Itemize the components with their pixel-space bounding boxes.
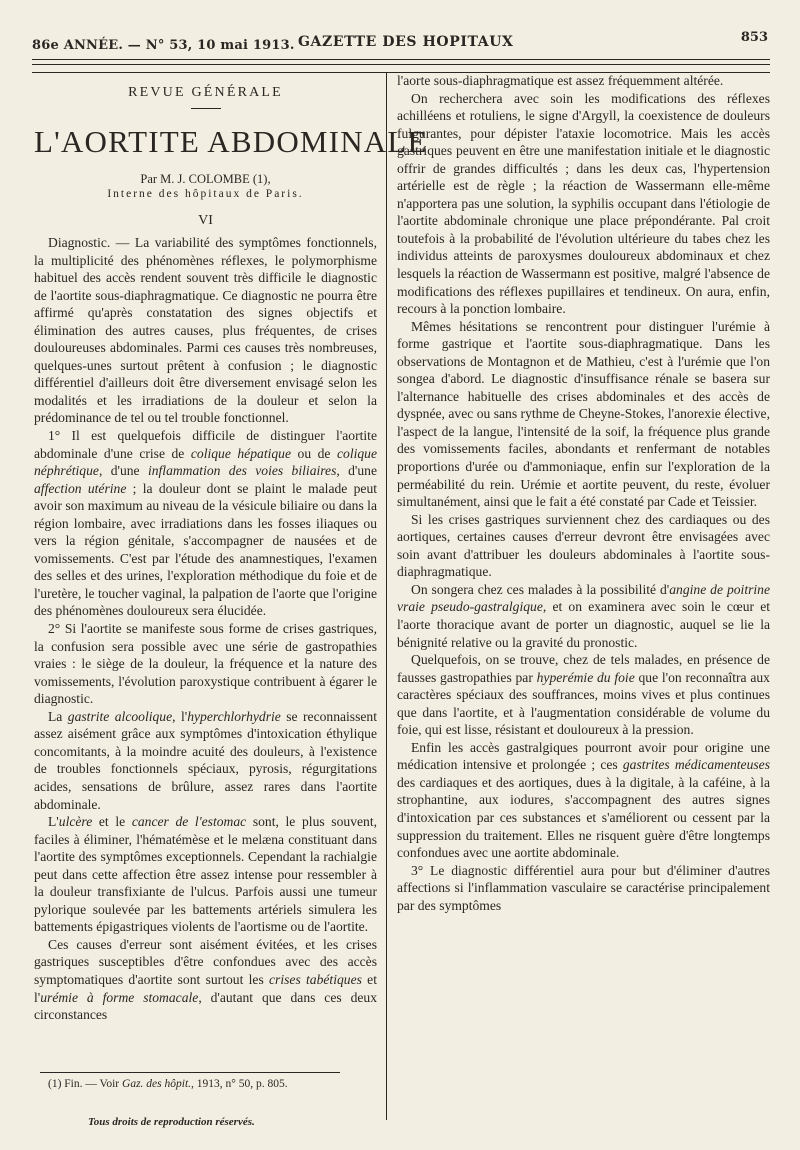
section-label: REVUE GÉNÉRALE: [128, 85, 283, 100]
paragraph: Ces causes d'erreur sont aisément évitées, et les crises gastriques susceptibles d'être confondues avec des accès symptomatiques d'aortite sont surtout les crises tabétiques et l'urémie à forme stomacale, d'autant que dans ces deux circonstances: [34, 936, 377, 1023]
issue-info: 86e ANNÉE. — N° 53, 10 mai 1913.: [32, 38, 295, 53]
paragraph: 1° Il est quelquefois difficile de distinguer l'aortite abdominale d'une crise de colique hépatique ou de colique néphrétique, d'une inflammation des voies biliaires, d'une affection utérine ; la douleur dont se plaint le malade peut avoir son maximum au niveau de la vésicule biliaire ou dans la région lombaire, avec irradiations dans les fosses iliaques ou vers la région génitale, s'accompagner de nausées et de vomissements. C'est par l'étude des anamnestiques, l'examen des selles et des urines, l'exploration méthodique du foie et de l'uretère, le toucher vaginal, la palpation de l'aorte que l'origine des phénomènes douloureux sera élucidée.: [34, 428, 378, 619]
paragraph: Diagnostic. — La variabilité des symptômes fonctionnels, la multiplicité des phénomènes réflexes, le polymorphisme habituel des accès rendent souvent très difficile le diagnostic de l'aortite sous-diaphragmatique. Ce diagnostic ne pourra être affirmé qu'après constatation des signes objectifs et élimination des autres causes, plus fréquentes, de crises douloureuses abdominales. Parmi ces causes très nombreuses, quelques-unes surtout prêtent à confusion ; le diagnostic différentiel d'ailleurs doit être diversement envisagé selon les modalités et les irradiations de la douleur et selon la prédominance de tel ou tel trouble fonctionnel.: [34, 235, 377, 426]
author-byline: Par M. J. COLOMBE (1),: [140, 172, 271, 186]
author-affiliation: Interne des hôpitaux de Paris.: [107, 188, 304, 200]
paragraph: La gastrite alcoolique, l'hyperchlorhydrie se reconnaissent assez aisément grâce aux symptômes d'intoxication éthylique concomitants, à la moindre acuité des douleurs, à l'existence de troubles fonctionnels spéciaux, pyrosis, régurgitations acides, sensations de brûlure, assez rares dans l'aortite abdominale.: [34, 708, 377, 812]
paragraph: Si les crises gastriques surviennent chez des cardiaques ou des aortiques, certaines causes d'erreur devront être envisagées avec soin avant d'attribuer les douleurs abdominales à l'aortite sous-diaphragmatique.: [397, 511, 770, 580]
header-rule-thick: [32, 59, 770, 60]
paragraph: Enfin les accès gastralgiques pourront avoir pour origine une médication intensive et prolongée ; ces gastrites médicamenteuses des cardiaques et des aortiques, dues à la digitale, à la caféine, à la strophantine, aux iodures, s'accompagnent des autres signes d'intoxication par ces substances et s'améliorent ou cessent par la suppression du traitement. Elles ne risquent guère d'être longtemps confondues avec une aortite abdominale.: [397, 739, 770, 861]
article-title: L'AORTITE ABDOMINALE: [34, 124, 428, 159]
paragraph: On recherchera avec soin les modifications des réflexes achilléens et rotuliens, le signe d'Argyll, la coexistence de douleurs fulgurantes, pour dépister l'ataxie locomotrice. Mais les accès gastriques peuvent en être une manifestation initiale et le diagnostic offrir de grandes difficultés ; dans les deux cas, l'hypertension artérielle est de règle ; la réaction de Wassermann elle-même n'apportera pas une solution, la syphilis occupant dans l'étiologie de l'aortite abdominale chronique une place prépondérante. Pal croit toutefois à la probabilité de l'évolution ultérieure du tabes chez les individus atteints de paroxysmes douloureux abdominaux et chez lesquels la réaction de Wassermann est positive, malgré l'absence de modifications des réflexes pupillaires et tendineux. On aura, enfin, recours à la ponction lombaire.: [397, 90, 770, 317]
page-number: 853: [740, 30, 768, 45]
footnote: (1) Fin. — Voir Gaz. des hôpit., 1913, n° 50, p. 805.: [48, 1078, 288, 1090]
page-header: [32, 30, 770, 56]
paragraph: Quelquefois, on se trouve, chez de tels malades, en présence de fausses gastropathies par hyperémie du foie que l'on reconnaîtra aux caractères spéciaux des souffrances, moins vives et plus continues que dans l'aortite, et à l'augmentation considérable de volume du foie, qui est lisse, résistant et douloureux à la pression.: [397, 652, 770, 738]
paragraph: L'ulcère et le cancer de l'estomac sont, le plus souvent, faciles à éliminer, l'hématémèse et le melæna constituant dans l'aortite des symptômes exceptionnels. Cependant la rachialgie peut dans cette affection être assez intense pour ressembler à la douleur transfixiante de l'ulcus. Parfois aussi une tumeur pylorique soulevée par les battements artériels simulera les battements épigastriques violents de l'aortisme ou de l'aortite.: [34, 814, 377, 935]
paragraph: On songera chez ces malades à la possibilité d'angine de poitrine vraie pseudo-gastralgique, et on examinera avec soin le cœur et l'aorte thoracique avant de porter un diagnostic, auquel se lie la bénignité relative ou la gravité du pronostic.: [397, 581, 771, 650]
paragraph-lead: Diagnostic.: [48, 235, 111, 250]
paragraph: 3° Le diagnostic différentiel aura pour but d'éliminer d'autres affections si l'inflammation vasculaire se caractérise principalement par des symptômes: [397, 862, 770, 913]
paragraph: l'aorte sous-diaphragmatique est assez fréquemment altérée.: [397, 73, 724, 88]
footnote-rule: [40, 1072, 340, 1073]
paragraph: 2° Si l'aortite se manifeste sous forme de crises gastriques, la confusion sera possible avec une série de gastropathies vraies : le siège de la douleur, la fréquence et la nature des vomissements, l'évolution paroxystique contribuent à égarer le diagnostic.: [34, 621, 377, 707]
section-divider: [191, 108, 221, 109]
paragraph: Mêmes hésitations se rencontrent pour distinguer l'urémie à forme gastrique et l'aortite sous-diaphragmatique. Dans les observations de Montagnon et de Mathieu, c'est à l'urémie que l'on songea d'abord. Le diagnostic d'insuffisance rénale se basera sur l'alternance habituelle des crises abdominales et des accès de dyspnée, avec ou sans rythme de Cheyne-Stokes, l'anorexie élective, l'aspect de la langue, l'intensité de la soif, la fréquence plus grande des vomissements faciles, abondants et renfermant de notables proportions d'urée ou d'ammoniaque, enfin sur l'exploration de la perméabilité du rein. Urémie et aortite peuvent, du reste, évoluer simultanément, ainsi que le fait a été constaté par Cade et Teissier.: [397, 318, 770, 510]
journal-name: GAZETTE DES HOPITAUX: [298, 34, 514, 50]
right-column: [397, 72, 770, 914]
left-column: [34, 72, 428, 1024]
column-divider: [386, 72, 387, 1120]
header-rule-thin: [32, 64, 770, 65]
part-number: VI: [198, 213, 213, 228]
rights-notice: Tous droits de reproduction réservés.: [88, 1116, 255, 1128]
